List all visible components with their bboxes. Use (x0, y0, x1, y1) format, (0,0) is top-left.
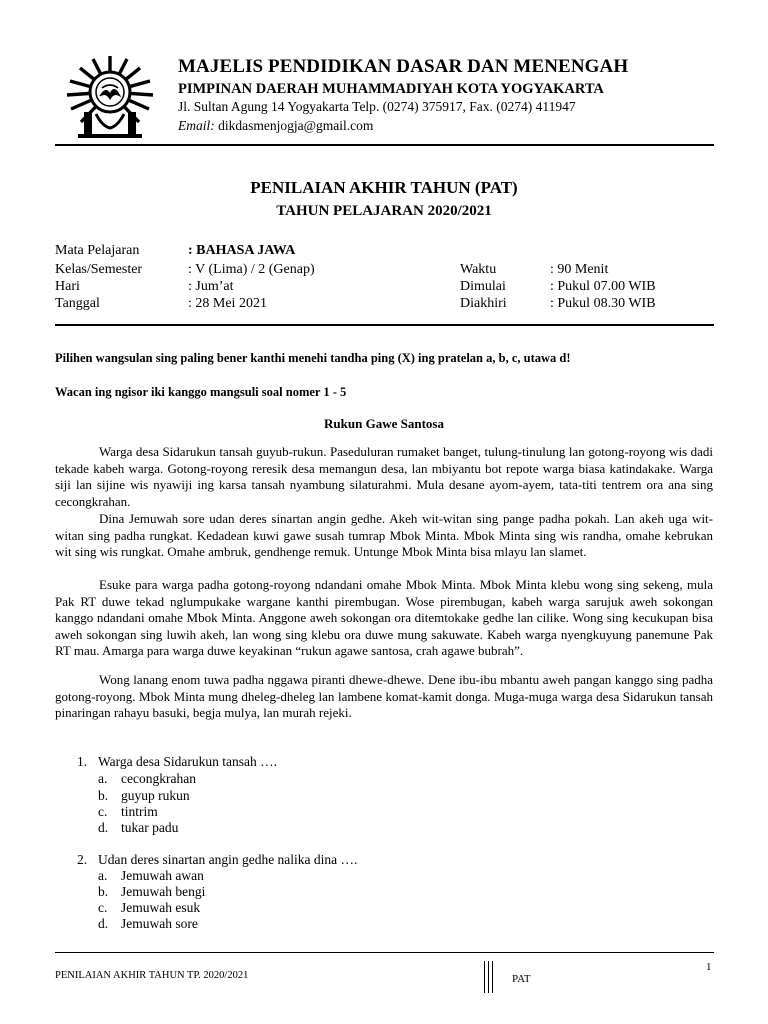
question-text: Warga desa Sidarukun tansah …. (98, 754, 277, 769)
value-day: : Jum’at (188, 279, 234, 294)
instruction-text: Pilihen wangsulan sing paling bener kanthi menehi tandha ping (X) ing pratelan a, b, c, utawa d! (55, 351, 571, 365)
label-day: Hari (55, 279, 80, 294)
option-text[interactable]: tukar padu (121, 820, 179, 835)
reading-instruction: Wacan ing ngisor iki kanggo mangsuli soal nomer 1 - 5 (55, 385, 347, 399)
question-text: Udan deres sinartan angin gedhe nalika dina …. (98, 852, 358, 867)
label-duration: Waktu (460, 262, 497, 277)
value-class: : V (Lima) / 2 (Genap) (188, 262, 315, 277)
page-number: 1 (706, 961, 712, 973)
value-subject: : BAHASA JAWA (188, 243, 296, 258)
label-class: Kelas/Semester (55, 262, 143, 277)
info-divider (55, 324, 714, 326)
option-letter: c. (98, 900, 108, 915)
value-start: : Pukul 07.00 WIB (550, 279, 656, 294)
story-paragraph: Wong lanang enom tuwa padha nggawa piranti dhewe-dhewe. Dene ibu-ibu mbantu aweh pangan kanggo sing padha gotong-royong. Mbok Minta mung dheleg-dheleg lan lambene komat-kamit donga. Muga-muga warga desa Sidarukun tansah pinaringan rahayu basuki, begja mulya, lan murah rejeki. (55, 672, 713, 721)
option-letter: b. (98, 788, 109, 803)
option-text[interactable]: Jemuwah awan (121, 868, 204, 883)
option-text[interactable]: tintrim (121, 804, 158, 819)
value-duration: : 90 Menit (550, 262, 609, 277)
option-letter: a. (98, 771, 108, 786)
option-text[interactable]: Jemuwah sore (121, 916, 198, 931)
option-letter: a. (98, 868, 108, 883)
label-end: Diakhiri (460, 296, 507, 311)
label-subject: Mata Pelajaran (55, 243, 140, 258)
option-text[interactable]: Jemuwah bengi (121, 884, 206, 899)
footer-right-text: PAT (512, 973, 531, 985)
footer-divider (55, 952, 714, 953)
email-label: Email: (178, 118, 215, 133)
footer-separator (492, 961, 493, 993)
org-name-line1: MAJELIS PENDIDIKAN DASAR DAN MENENGAH (178, 56, 629, 77)
footer-separator (484, 961, 485, 993)
label-start: Dimulai (460, 279, 506, 294)
option-text[interactable]: guyup rukun (121, 788, 190, 803)
exam-year: TAHUN PELAJARAN 2020/2021 (276, 203, 492, 219)
email-address: dikdasmenjogja@gmail.com (218, 118, 374, 133)
question-number: 2. (77, 852, 88, 867)
letterhead-divider (55, 144, 714, 146)
org-name-line2: PIMPINAN DAERAH MUHAMMADIYAH KOTA YOGYAKARTA (178, 81, 604, 97)
option-text[interactable]: Jemuwah esuk (121, 900, 201, 915)
option-text[interactable]: cecongkrahan (121, 771, 196, 786)
muhammadiyah-logo-icon (62, 52, 158, 140)
exam-title: PENILAIAN AKHIR TAHUN (PAT) (250, 178, 518, 197)
footer-separator (488, 961, 489, 993)
story-title: Rukun Gawe Santosa (324, 416, 444, 431)
org-address: Jl. Sultan Agung 14 Yogyakarta Telp. (0274) 375917, Fax. (0274) 411947 (178, 99, 576, 114)
org-email-line (178, 118, 373, 134)
option-letter: d. (98, 820, 109, 835)
question-number: 1. (77, 754, 88, 769)
option-letter: c. (98, 804, 108, 819)
value-date: : 28 Mei 2021 (188, 296, 267, 311)
story-paragraph: Dina Jemuwah sore udan deres sinartan angin gedhe. Akeh wit-witan sing pange padha pokah. Lan akeh uga wit-witan sing padha rungkat. Kedadean kuwi gawe susah tumrap Mbok Minta. Mbok Minta sing wis randha, omahe kebrukan wit sing wis rungkat. Omahe ambruk, gendhenge remuk. Untunge Mbok Minta bisa mlayu lan slamet. (55, 511, 713, 560)
option-letter: b. (98, 884, 109, 899)
label-date: Tanggal (55, 296, 100, 311)
value-end: : Pukul 08.30 WIB (550, 296, 656, 311)
story-paragraph: Warga desa Sidarukun tansah guyub-rukun. Paseduluran rumaket banget, tulung-tinulung lan gotong-royong wis dadi tekade kabeh warga. Gotong-royong reresik desa memangun desa, lan mbiyantu bot repote warga biasa katindakake. Warga siji lan sijine wis nyawiji ing karsa tansah nyambung silaturahmi. Mula desane ayom-ayem, tata-titi tentrem ora ana sing cecongkrahan. (55, 444, 713, 509)
option-letter: d. (98, 916, 109, 931)
footer-left-text: PENILAIAN AKHIR TAHUN TP. 2020/2021 (55, 970, 249, 981)
story-paragraph: Esuke para warga padha gotong-royong ndandani omahe Mbok Minta. Mbok Minta klebu wong sing sekeng, mula Pak RT duwe tekad nglumpukake wargane kanthi pirembugan. Wose pirembugan, kabeh warga sarujuk aweh sokongan kanggo ndandani omahe Mbok Minta. Anggone aweh sokongan ora ditemtokake gedhe lan cilike. Wong sing kecukupan bisa aweh sokongan sing luwih akeh, lan wong sing klebu ora duwe mung sakuwate. Kabeh warga nyengkuyung panemune Pak RT mau. Amarga para warga duwe keyakinan “rukun agawe santosa, crah agawe bubrah”. (55, 577, 713, 659)
